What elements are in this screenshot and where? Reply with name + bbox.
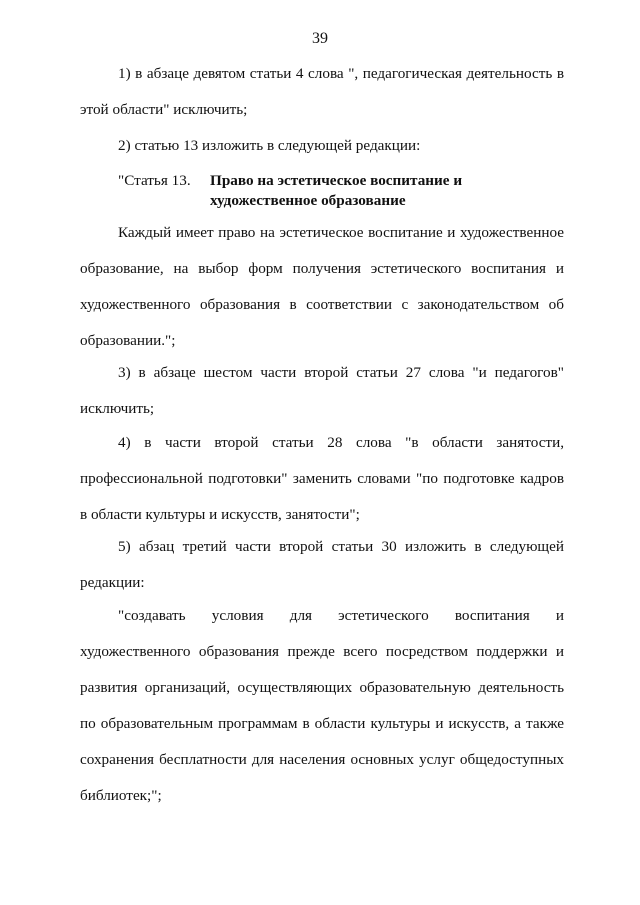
quoted-paragraph: "создавать условия для эстетического воспитания и художественного образования прежде всего посредством поддержки и развития организаций, осуществляющих образовательную деятельность по образовательным программам в области культуры и искусств, а также сохранения бесплатности для населения основных услуг общедоступных библиотек;"; [80,607,564,804]
article-text: Каждый имеет право на эстетическое воспитание и художественное образование, на выбор форм получения эстетического воспитания и художественного образования в соответствии с законодательством об образовании."; [80,224,564,349]
amendment-item-5: 5) абзац третий части второй статьи 30 изложить в следующей редакции: [80,538,564,591]
page-number: 39 [312,30,328,47]
amendment-item-1: 1) в абзаце девятом статьи 4 слова ", педагогическая деятельность в этой области" исключить; [80,65,564,118]
amendment-item-4: 4) в части второй статьи 28 слова "в области занятости, профессиональной подготовки" заменить словами "по подготовке кадров в области культуры и искусств, занятости"; [80,434,564,523]
amendment-item-3: 3) в абзаце шестом части второй статьи 27 слова "и педагогов" исключить; [80,364,564,417]
amendment-item-2: 2) статью 13 изложить в следующей редакции: [118,137,421,154]
article-number: "Статья 13. [118,172,191,189]
article-title: Право на эстетическое воспитание и художественное образование [210,172,463,209]
